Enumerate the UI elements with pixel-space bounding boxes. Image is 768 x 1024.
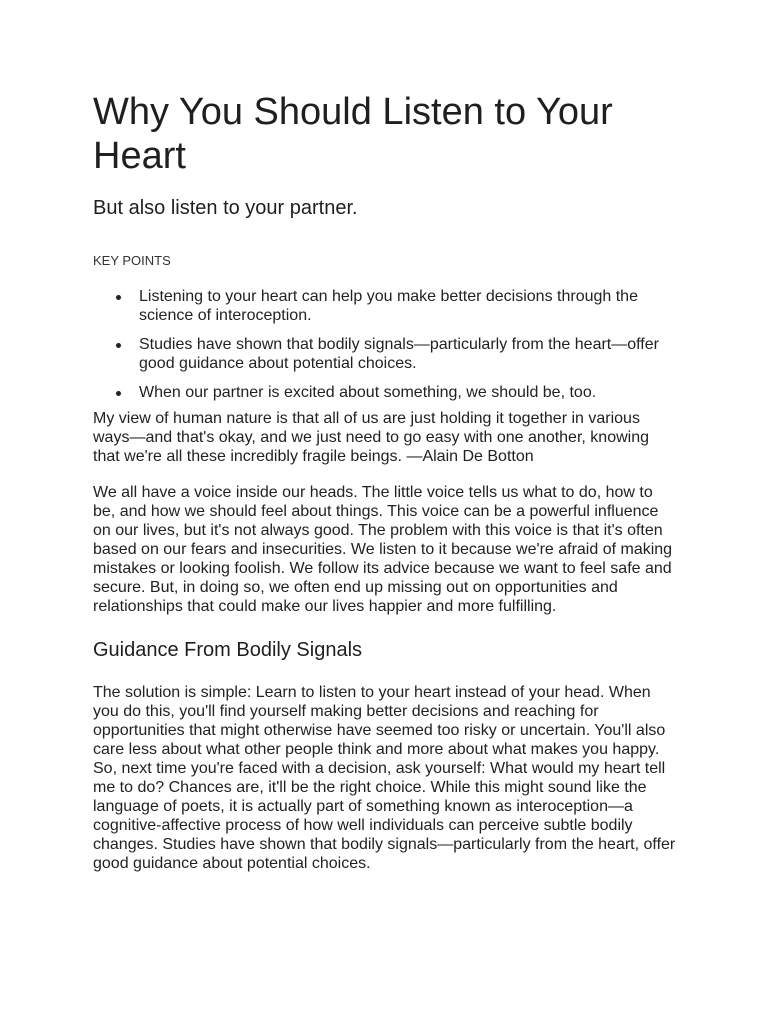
key-points-label: KEY POINTS (93, 253, 171, 268)
article-subtitle: But also listen to your partner. (93, 197, 358, 219)
bullet-icon (116, 295, 121, 300)
key-point-item (113, 383, 676, 402)
article-title: Why You Should Listen to Your Heart (93, 91, 613, 177)
key-point-text: Studies have shown that bodily signals—particularly from the heart—offer good guidance about potential choices. (139, 336, 659, 372)
bullet-icon (116, 343, 121, 348)
body-paragraph: The solution is simple: Learn to listen to your heart instead of your head. When you do this, you'll find yourself making better decisions and reaching for opportunities that might otherwise have seemed too risky or uncertain. You'll also care less about what other people think and more about what makes you happy. So, next time you're faced with a decision, ask yourself: What would my heart tell me to do? Chances are, it'll be the right choice. While this might sound like the language of poets, it is actually part of something known as interoception—a cognitive-affective process of how well individuals can perceive subtle bodily changes. Studies have shown that bodily signals—particularly from the heart, offer good guidance about potential choices. (93, 684, 676, 872)
key-point-text: When our partner is excited about something, we should be, too. (139, 384, 597, 401)
epigraph-quote: My view of human nature is that all of us are just holding it together in various ways—and that's okay, and we just need to go easy with one another, knowing that we're all these incredibly fragile beings. —Alain De Botton (93, 410, 649, 465)
section-heading: Guidance From Bodily Signals (93, 639, 363, 661)
key-point-text: Listening to your heart can help you make better decisions through the science of interoception. (139, 288, 638, 324)
key-point-item (113, 287, 676, 325)
body-paragraph: We all have a voice inside our heads. The little voice tells us what to do, how to be, and how we should feel about things. This voice can be a powerful influence on our lives, but it's not always good. The problem with this voice is that it's often based on our fears and insecurities. We listen to it because we're afraid of making mistakes or looking foolish. We follow its advice because we want to feel safe and secure. But, in doing so, we often end up missing out on opportunities and relationships that could make our lives happier and more fulfilling. (93, 484, 673, 615)
key-point-item (113, 335, 676, 373)
bullet-icon (116, 391, 121, 396)
key-points-list (93, 287, 676, 402)
